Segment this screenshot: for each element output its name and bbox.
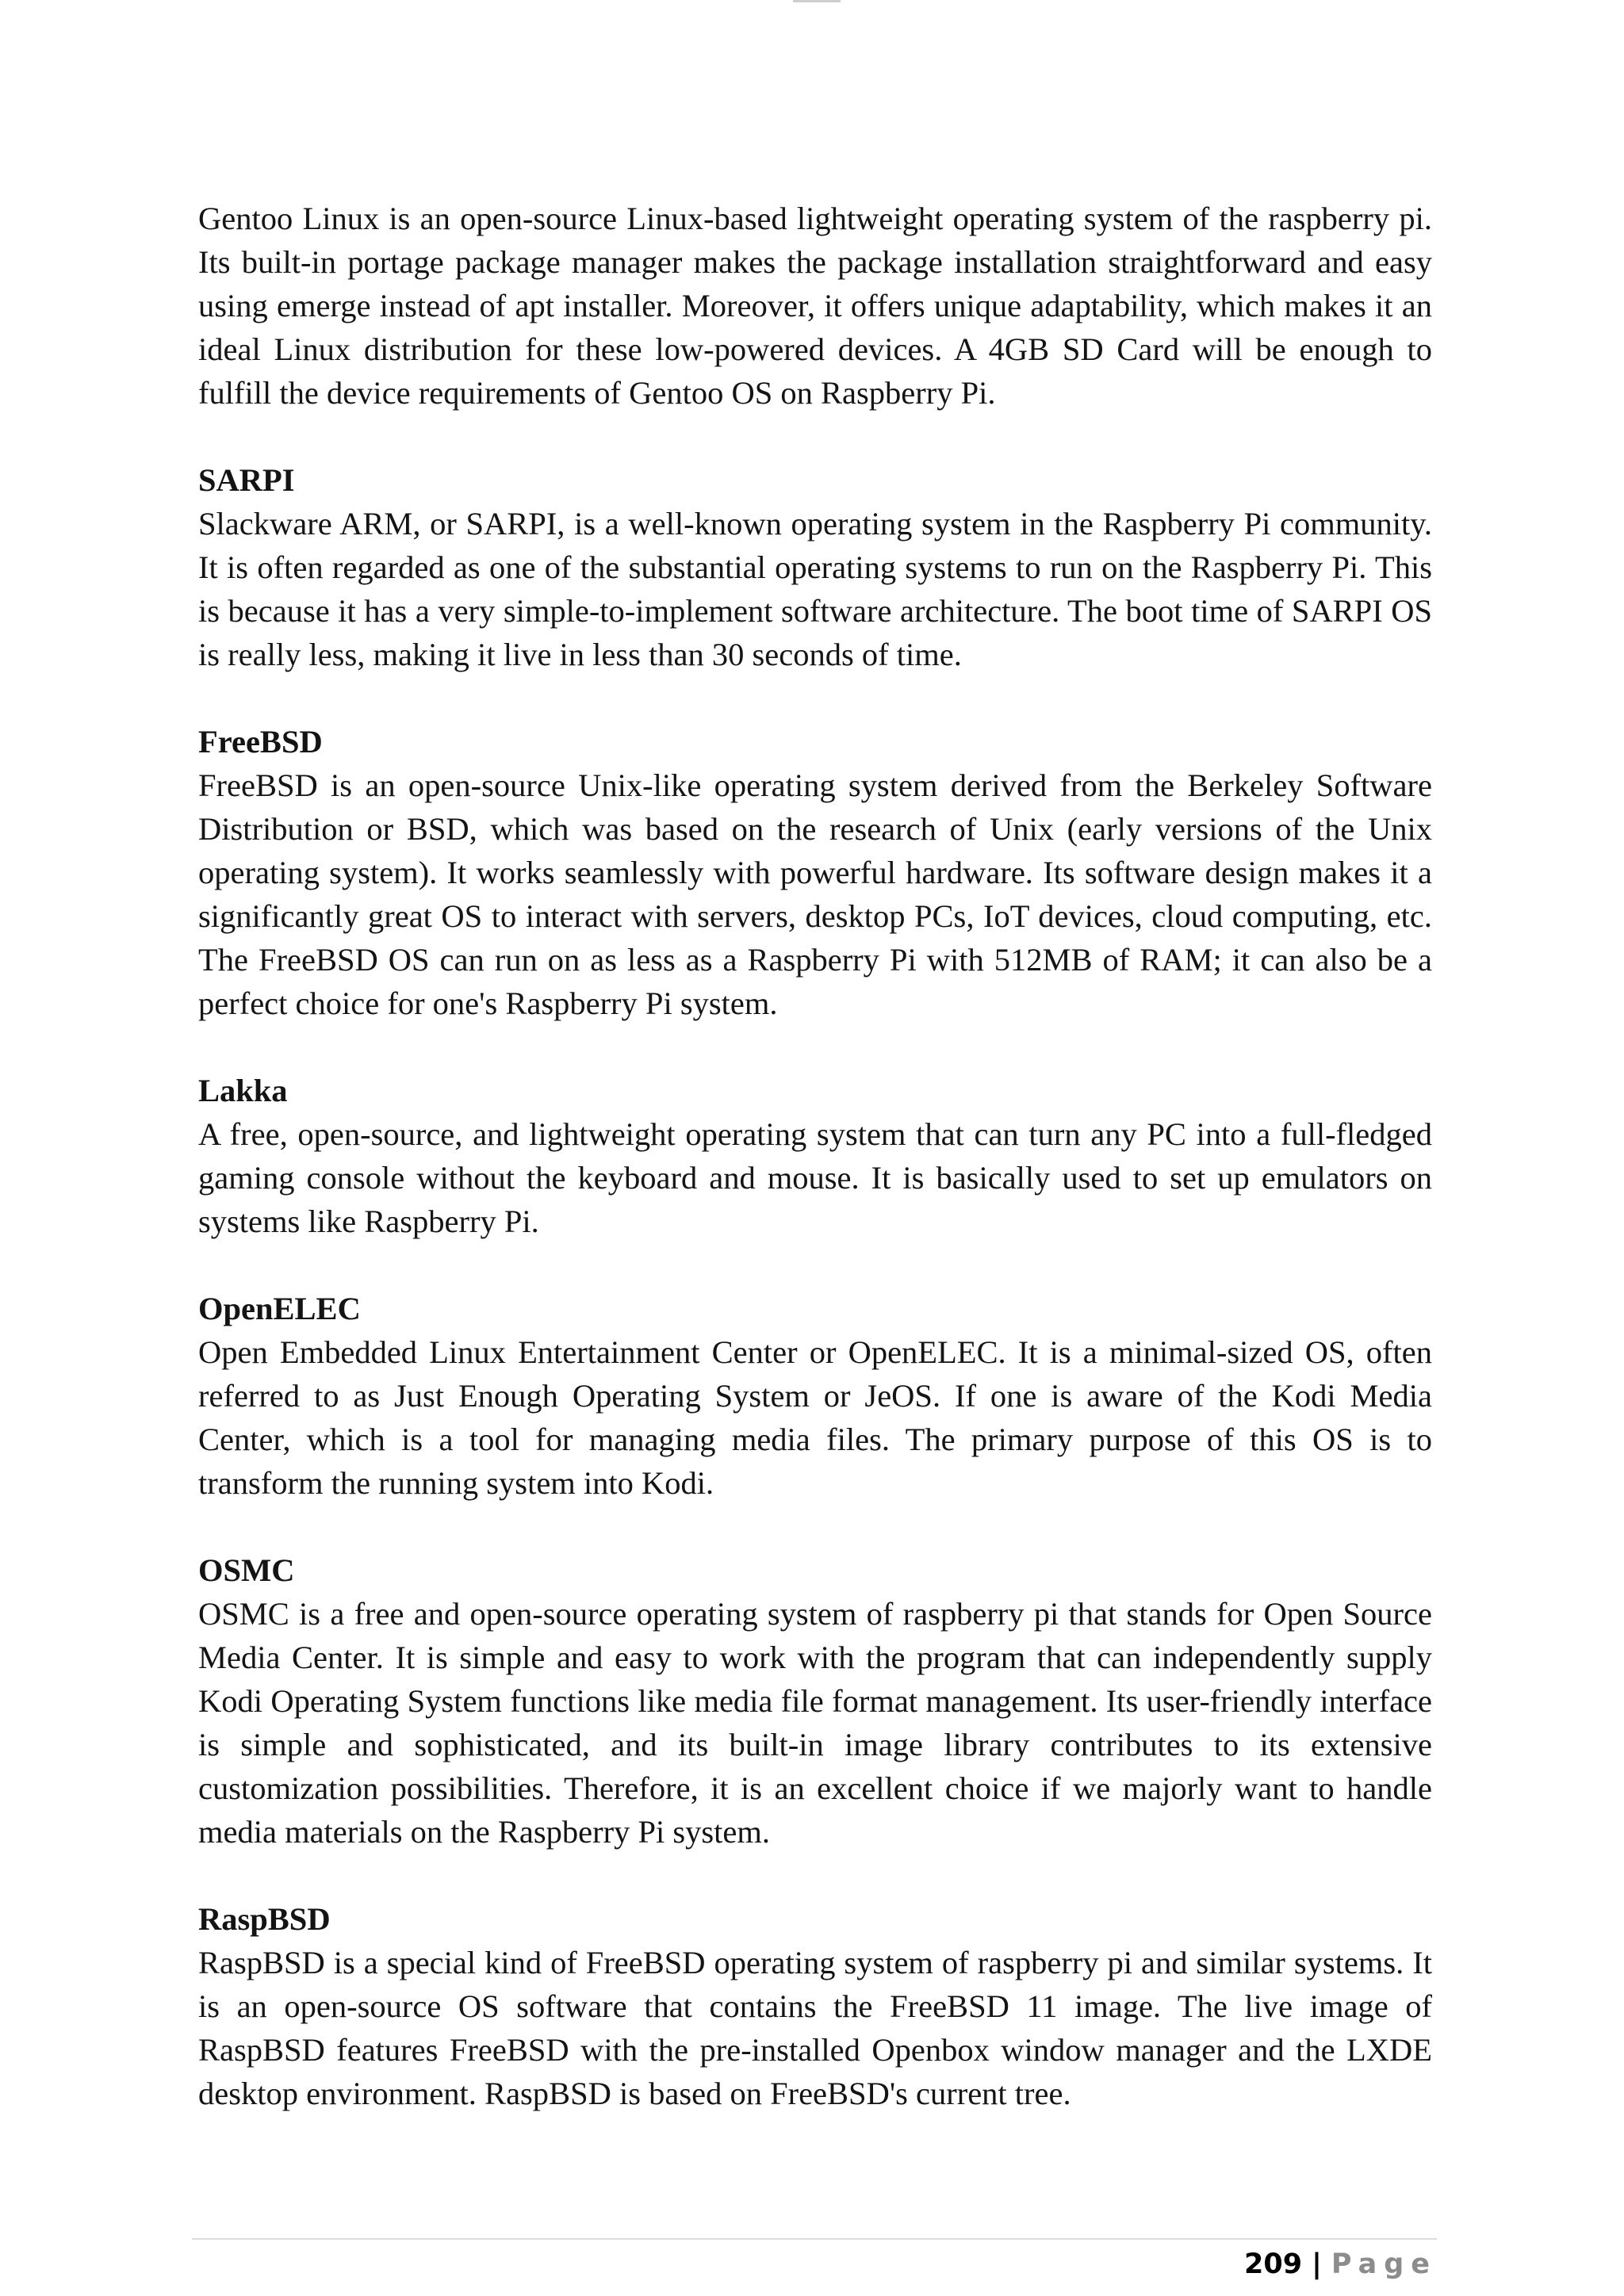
section-heading: RaspBSD — [198, 1901, 331, 1937]
top-edge-mark — [793, 0, 841, 2]
section-paragraph: Slackware ARM, or SARPI, is a well-known operating system in the Raspberry Pi community. It is often regarded as one of the substantial operating systems to run on the Raspberry Pi. This is because it has a very simple-to-implement software architecture. The boot time of SARPI OS is really less, making it live in less than 30 seconds of time. — [198, 506, 1432, 672]
section-heading: SARPI — [198, 462, 295, 498]
page-footer — [1244, 2245, 1437, 2283]
footer-divider — [192, 2238, 1437, 2240]
section-heading: Lakka — [198, 1073, 288, 1108]
section-heading: FreeBSD — [198, 724, 323, 760]
section-paragraph: FreeBSD is an open-source Unix-like operating system derived from the Berkeley Software Distribution or BSD, which was based on the research of Unix (early versions of the Unix operating system). It works seamlessly with powerful hardware. Its software design makes it a significantly great OS to interact with servers, desktop PCs, IoT devices, cloud computing, etc. The FreeBSD OS can run on as less as a Raspberry Pi with 512MB of RAM; it can also be a perfect choice for one's Raspberry Pi system. — [198, 767, 1432, 1021]
section-raspbsd — [198, 1897, 1432, 2115]
section-heading: OpenELEC — [198, 1291, 361, 1326]
section-paragraph: Open Embedded Linux Entertainment Center or OpenELEC. It is a minimal-sized OS, often referred to as Just Enough Operating System or JeOS. If one is aware of the Kodi Media Center, which is a tool for managing media files. The primary purpose of this OS is to transform the running system into Kodi. — [198, 1334, 1432, 1501]
section-heading: OSMC — [198, 1552, 295, 1588]
page-separator: | — [1312, 2248, 1322, 2280]
section-osmc — [198, 1548, 1432, 1854]
section-paragraph: RaspBSD is a special kind of FreeBSD operating system of raspberry pi and similar systems. It is an open-source OS software that contains the FreeBSD 11 image. The live image of RaspBSD features FreeBSD with the pre-installed Openbox window manager and the LXDE desktop environment. RaspBSD is based on FreeBSD's current tree. — [198, 1945, 1432, 2111]
section-sarpi — [198, 458, 1432, 676]
section-paragraph: OSMC is a free and open-source operating system of raspberry pi that stands for Open Source Media Center. It is simple and easy to work with the program that can independently supply Kodi Operating System functions like media file format management. Its user-friendly interface is simple and sophisticated, and its built-in image library contributes to its extensive customization possibilities. Therefore, it is an excellent choice if we majorly want to handle media materials on the Raspberry Pi system. — [198, 1596, 1432, 1850]
page-number: 209 — [1244, 2248, 1303, 2280]
section-paragraph: A free, open-source, and lightweight operating system that can turn any PC into a full-fledged gaming console without the keyboard and mouse. It is basically used to set up emulators on systems like Raspberry Pi. — [198, 1116, 1432, 1239]
page-label: Page — [1331, 2248, 1437, 2280]
section-lakka — [198, 1069, 1432, 1243]
section-openelec — [198, 1287, 1432, 1505]
section-freebsd — [198, 720, 1432, 1025]
document-body — [198, 197, 1432, 2115]
intro-paragraph: Gentoo Linux is an open-source Linux-based lightweight operating system of the raspberry pi. Its built-in portage package manager makes the package installation straightforward and easy using emerge instead of apt installer. Moreover, it offers unique adaptability, which makes it an ideal Linux distribution for these low-powered devices. A 4GB SD Card will be enough to fulfill the device requirements of Gentoo OS on Raspberry Pi. — [198, 201, 1432, 411]
